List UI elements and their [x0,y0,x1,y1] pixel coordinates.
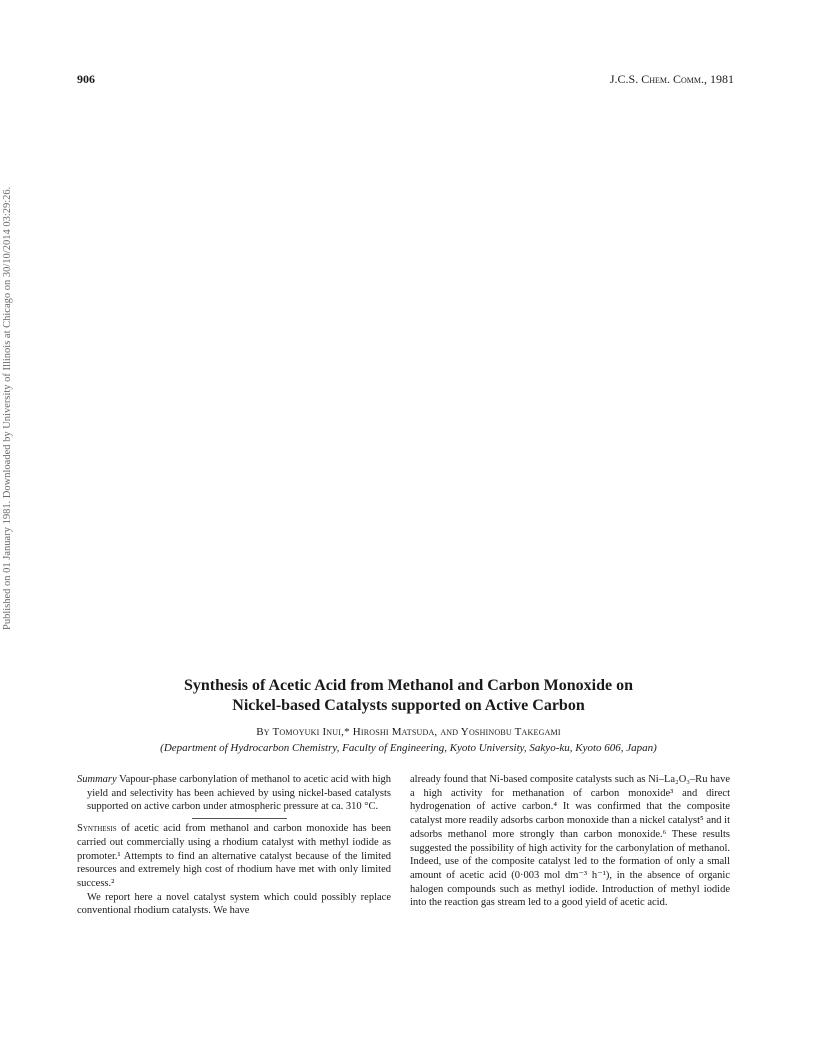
summary-label: Summary [77,774,117,785]
page-number: 906 [77,72,95,86]
summary-divider [192,818,287,819]
title-line-2: Nickel-based Catalysts supported on Active Carbon [232,697,585,714]
summary-text: Vapour-phase carbonylation of methanol to acetic acid with high yield and selectivity has been achieved by using nickel-based catalysts supported on active carbon under atmospheric pressure at ca. 310 °C. [87,774,391,813]
author-list: By Tomoyuki Inui,* Hiroshi Matsuda, and Yoshinobu Takegami [256,726,561,738]
body-paragraph-3: already found that Ni-based composite catalysts such as Ni–La₂O₃–Ru have a high activity for methanation of carbon monoxide³ and direct hydrogenation of active carbon.⁴ It was confirmed that the composite catalyst more readily adsorbs carbon monoxide than a nickel catalyst⁵ and it adsorbs methanol more strongly than carbon monoxide.⁶ These results suggested the possibility of high activity for the carbonylation of methanol. Indeed, use of the composite catalyst led to the formation of only a small amount of acetic acid (0·003 mol dm⁻³ h⁻¹), in the absence of organic halogen compounds such as methyl iodide. Introduction of methyl iodide into the reaction gas stream led to a good yield of acetic acid. [410,774,730,909]
title-line-1: Synthesis of Acetic Acid from Methanol and Carbon Monoxide on [183,677,634,694]
body-paragraph-1-text: of acetic acid from methanol and carbon monoxide has been carried out commercially using a rhodium catalyst with methyl iodide as promoter.¹ Attempts to find an alternative catalyst because of the limited resources and extremely high cost of rhodium have met with only limited success.² [77,823,392,889]
journal-header: J.C.S. Chem. Comm., 1981 [609,72,734,86]
download-note-text: Published on 01 January 1981. Downloaded by University of Illinois at Chicago on 30/10/2014 03:29:26. [2,186,13,630]
right-column [410,773,730,910]
lead-word: Synthesis [77,823,117,835]
article-title [60,676,757,716]
left-column [77,773,391,918]
summary-paragraph [77,773,391,814]
body-paragraph-1 [77,822,391,891]
affiliation: (Department of Hydrocarbon Chemistry, Faculty of Engineering, Kyoto University, Sakyo-ku, Kyoto 606, Japan) [160,742,657,754]
body-paragraph-2: We report here a novel catalyst system which could possibly replace conventional rhodium catalysts. We have [77,891,391,917]
